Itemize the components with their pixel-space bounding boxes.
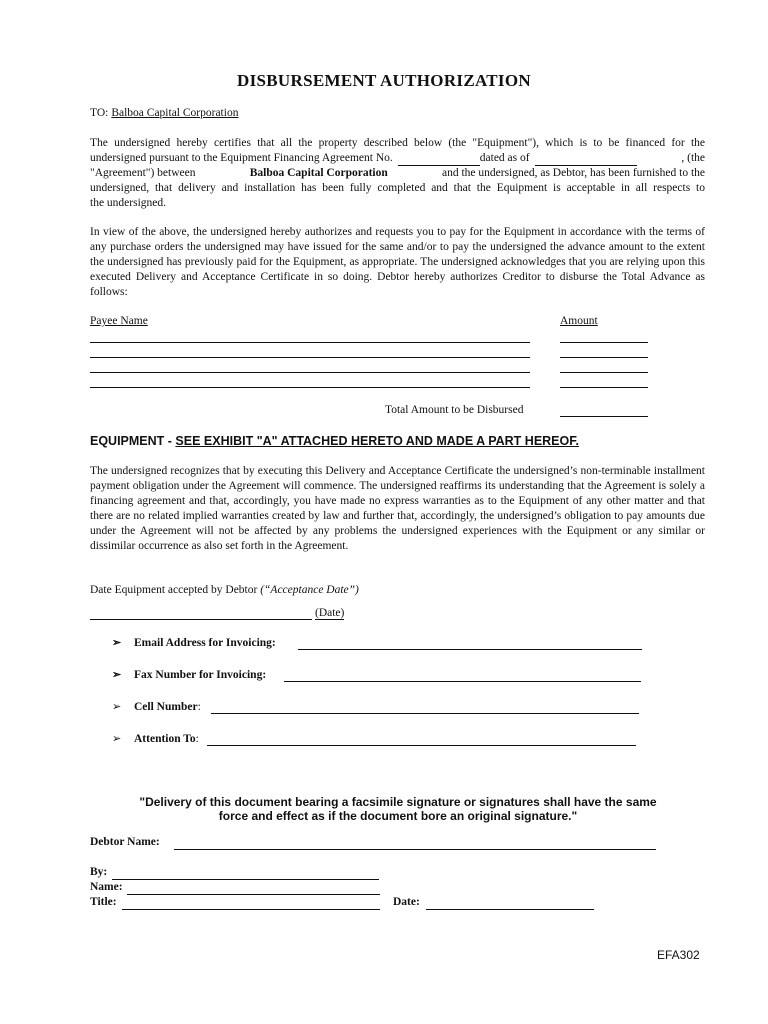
total-amount-label: Total Amount to be Disbursed <box>385 404 524 416</box>
para1-line4: undersigned, that delivery and installation has been fully completed and that the Equipment is acceptable in all respects to <box>90 182 705 194</box>
date-field[interactable] <box>426 909 594 910</box>
agreement-number-field[interactable] <box>398 153 480 166</box>
date-caption: (Date) <box>315 607 345 619</box>
acceptance-date-field[interactable] <box>90 619 312 620</box>
name-field[interactable] <box>127 894 380 895</box>
by-label: By: <box>90 866 108 878</box>
debtor-name-field[interactable] <box>174 849 656 850</box>
total-amount-line[interactable] <box>560 416 648 417</box>
para1-line2: undersigned pursuant to the Equipment Financing Agreement No. dated as of , (the <box>90 152 705 164</box>
payee-name-header: Payee Name <box>90 315 148 327</box>
title-field[interactable] <box>122 909 380 910</box>
by-field[interactable] <box>112 879 379 880</box>
authorization-paragraph: In view of the above, the undersigned hereby authorizes and requests you to pay for the Equipment in accordance with the terms of any purchase orders the undersigned may have issued for the same and/or to pay the undersigned the advance amount to the extent the undersigned has previously paid for the Equipment, as appropriate. The undersigned acknowledges that you are relying upon this executed Delivery and Acceptance Certificate in so doing. Debtor hereby authorizes Creditor to disburse the Total Advance as follows: <box>90 226 705 298</box>
certification-paragraph <box>90 136 705 211</box>
to-recipient: Balboa Capital Corporation <box>111 107 239 119</box>
facsimile-notice: "Delivery of this document bearing a facsimile signature or signatures shall have the same force and effect as if the document bore an original signature." <box>139 795 657 823</box>
acceptance-date-line: Date Equipment accepted by Debtor (“Acceptance Date”) <box>90 584 359 596</box>
form-code: EFA302 <box>657 948 700 962</box>
cell-number-row: ➢ Cell Number: <box>112 701 201 713</box>
debtor-name-label: Debtor Name: <box>90 836 160 848</box>
amount-line-1[interactable] <box>560 342 648 343</box>
recognition-paragraph: The undersigned recognizes that by executing this Delivery and Acceptance Certificate the undersigned’s non-terminable installment payment obligation under the Agreement will commence. The undersigned reaffirms its understanding that the Agreement is solely a financing agreement and that, accordingly, you have made no express warranties as to the Equipment of any other matter and that there are no related implied warranties created by law and further that, accordingly, the undersigned’s obligation to pay amounts due under the Agreement will not be affected by any problems the undersigned experiences with the Equipment or any similar or dissimilar occurrence as also set forth in the Agreement. <box>90 465 705 552</box>
payee-line-1[interactable] <box>90 342 530 343</box>
to-label: TO: <box>90 107 109 119</box>
payee-line-2[interactable] <box>90 357 530 358</box>
payee-line-3[interactable] <box>90 372 530 373</box>
amount-line-4[interactable] <box>560 387 648 388</box>
to-line <box>90 107 238 119</box>
amount-header: Amount <box>560 315 598 327</box>
amount-line-3[interactable] <box>560 372 648 373</box>
fax-invoicing-field[interactable] <box>284 681 641 682</box>
date-label: Date: <box>393 896 420 908</box>
para1-line1: The undersigned hereby certifies that all the property described below (the "Equipment"), which is to be financed for the <box>90 137 705 149</box>
cell-number-field[interactable] <box>211 713 639 714</box>
document-title: DISBURSEMENT AUTHORIZATION <box>237 71 531 90</box>
arrow-bullet-icon: ➢ <box>112 637 122 649</box>
equipment-heading: EQUIPMENT - SEE EXHIBIT "A" ATTACHED HERETO AND MADE A PART HEREOF. <box>90 434 579 448</box>
email-invoicing-row: ➢ Email Address for Invoicing: <box>112 637 276 649</box>
email-invoicing-field[interactable] <box>298 649 642 650</box>
title-label: Title: <box>90 896 117 908</box>
para1-line5: the undersigned. <box>90 197 167 209</box>
attention-to-field[interactable] <box>207 745 636 746</box>
payee-line-4[interactable] <box>90 387 530 388</box>
arrow-bullet-icon: ➢ <box>112 733 122 745</box>
attention-to-row: ➢ Attention To: <box>112 733 199 745</box>
agreement-date-field[interactable] <box>535 153 637 166</box>
name-label: Name: <box>90 881 123 893</box>
arrow-bullet-icon: ➢ <box>112 669 122 681</box>
arrow-bullet-icon: ➢ <box>112 701 122 713</box>
amount-line-2[interactable] <box>560 357 648 358</box>
fax-invoicing-row: ➢ Fax Number for Invoicing: <box>112 669 267 681</box>
para1-line3: "Agreement") between Balboa Capital Corporation and the undersigned, as Debtor, has been furnished to the <box>90 167 705 179</box>
